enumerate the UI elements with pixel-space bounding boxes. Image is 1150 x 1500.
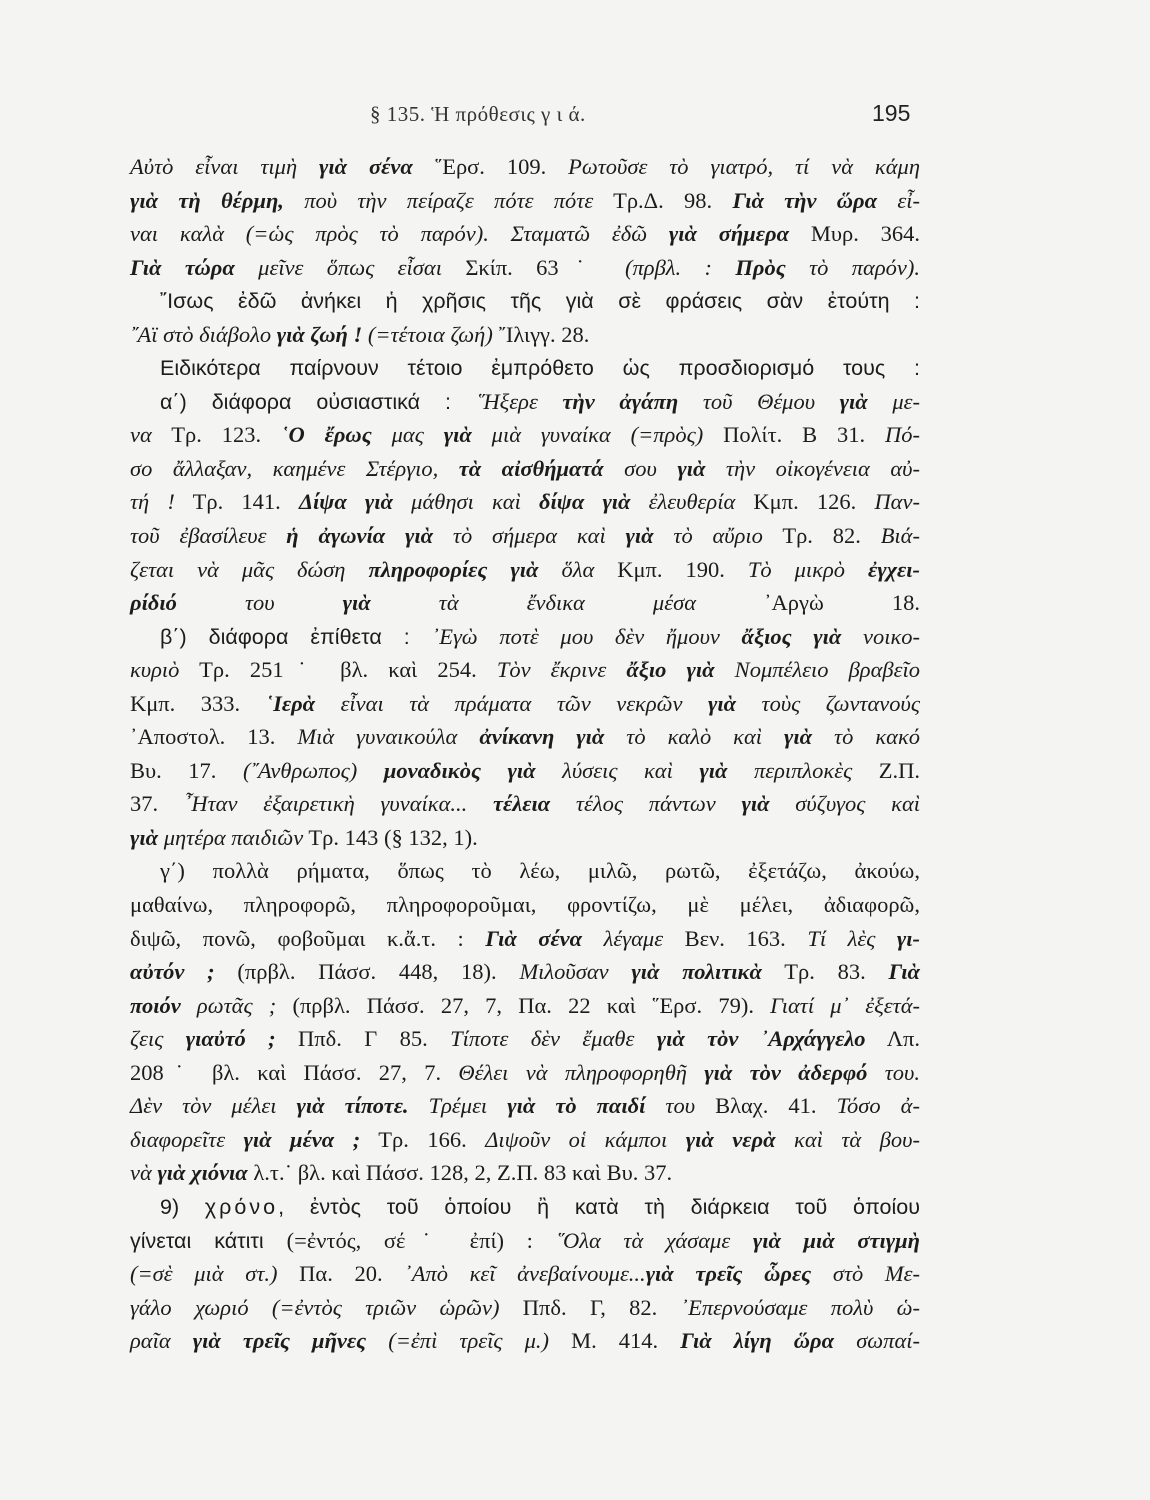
bold-phrase: τέλεια (493, 791, 551, 817)
text-line (130, 854, 920, 888)
bold-phrase: γιὰ τρεῖς ὧρες (645, 1261, 812, 1287)
text-line (130, 284, 920, 318)
bold-phrase: γιὰ τίποτε. (296, 1093, 409, 1119)
text-segment: Πα. 20. (277, 1261, 405, 1287)
text-line (130, 1324, 920, 1358)
bold-phrase: γιὰ νερὰ (685, 1126, 776, 1152)
text-segment: ζεται νὰ μᾶς δώση (130, 556, 369, 582)
text-segment: νοικο- (841, 623, 920, 649)
text-segment: Κμπ. 190. (594, 556, 748, 582)
text-segment: 9) (160, 1194, 205, 1219)
text-segment: Βιά- (880, 523, 920, 549)
text-segment: (=τέτοια ζωή) (362, 321, 493, 347)
text-segment: νὰ (130, 1160, 158, 1186)
text-segment: Τρ. 166. (360, 1126, 486, 1152)
bold-phrase: Γιὰ σένα (485, 925, 583, 951)
bold-phrase: ρίδιό (130, 590, 177, 616)
bold-phrase: τὴν ἀγάπη (562, 388, 679, 414)
text-segment: ῎Αϊ στὸ διάβολο (130, 321, 277, 347)
text-segment: Σκίπ. 63˙ (441, 254, 625, 280)
text-line (130, 1257, 920, 1291)
bold-phrase: γιὰ (625, 523, 654, 549)
text-line (130, 922, 920, 956)
text-segment: ναι καλὰ (=ὡς πρὸς τὸ παρόν). Σταματῶ ἐδῶ (130, 221, 669, 247)
text-segment: Βεν. 163. (663, 925, 808, 951)
text-segment: Τὸ μικρὸ (747, 556, 868, 582)
text-segment: (῎Ανθρωπος) (242, 757, 384, 783)
bold-phrase: γιὰ χιόνια (157, 1160, 248, 1186)
text-segment: (=ἐντός, σέ˙ ἐπί) : (286, 1227, 556, 1253)
bold-phrase: πληροφορίες γιὰ (368, 556, 539, 582)
text-segment: σύζυγος καὶ (769, 791, 921, 817)
bold-phrase: μοναδικὸς γιὰ (383, 757, 536, 783)
text-segment: (=σὲ μιὰ στ.) (130, 1261, 278, 1287)
text-segment: γ΄) πολλὰ ρήματα, ὅπως τὸ λέω, μιλῶ, ρωτῶ, ἐξετάζω, ἀκούω, (160, 858, 920, 884)
text-segment: 208˙ βλ. καὶ Πάσσ. 27, 7. (130, 1059, 459, 1085)
bold-phrase: δίψα γιὰ (539, 489, 631, 515)
text-segment: Πό- (885, 422, 920, 448)
text-line (130, 217, 920, 251)
text-line (130, 184, 920, 218)
text-segment: γάλο χωριό (=ἐντὸς τριῶν ὡρῶν) (130, 1294, 500, 1320)
text-segment: ζεις (130, 1026, 186, 1052)
text-segment: να (130, 422, 152, 448)
text-segment: 37. (130, 791, 184, 817)
text-segment: Τρ. 123. (151, 422, 281, 448)
text-line (130, 687, 920, 721)
text-line (130, 1089, 920, 1123)
text-line (130, 787, 920, 821)
text-line (130, 1190, 920, 1224)
bold-phrase: ποιόν (130, 992, 181, 1018)
text-line (130, 1123, 920, 1157)
text-line (130, 1224, 920, 1258)
body-text (130, 150, 920, 1358)
bold-phrase: γιὰ μιὰ στιγμὴ (752, 1227, 920, 1253)
bold-phrase: ἐγχει- (867, 556, 921, 582)
text-segment: με- (867, 388, 920, 414)
text-segment: ᾿Επερνούσαμε πολὺ ὡ- (680, 1294, 920, 1320)
text-line (130, 620, 920, 654)
text-segment: Τρ. 251˙ βλ. καὶ 254. (179, 657, 497, 683)
bold-phrase: γιὰ (342, 590, 371, 616)
text-segment: Ππδ. Γ 85. (275, 1026, 451, 1052)
text-segment: α΄) διάφορα οὐσιαστικά : (160, 389, 476, 414)
text-segment: μάθησι καὶ (393, 489, 540, 515)
bold-phrase: ἀνίκανη γιὰ (479, 724, 605, 750)
text-line (130, 351, 920, 385)
text-line (130, 955, 920, 989)
text-segment: λύσεις καὶ (535, 757, 700, 783)
bold-phrase: ῾Ο ἔρως (280, 422, 372, 448)
text-segment: τὴν οἰκογένεια αὐ- (705, 455, 920, 481)
text-segment: Τρέμει (408, 1093, 508, 1119)
text-segment: ὅλα (538, 556, 595, 582)
text-segment: ἐλευθερία (630, 489, 736, 515)
text-segment: Ειδικότερα παίρνουν τέτοιο ἐμπρόθετο ὡς προσδιορισμό τους : (160, 356, 920, 381)
text-segment: τὸ σήμερα καὶ (433, 523, 626, 549)
text-segment: τή ! (130, 489, 175, 515)
text-segment: ᾿Αργὼ 18. (696, 590, 920, 616)
text-segment: ῞Ηξερε (475, 388, 563, 414)
text-segment: τὸ παρόν). (785, 254, 920, 280)
text-segment: Τόσο ἀ- (836, 1093, 920, 1119)
text-segment: Μιλοῦσαν (519, 959, 632, 985)
text-segment: (πρβλ. : (625, 254, 736, 280)
text-segment: λέγαμε (582, 925, 664, 951)
bold-phrase: Πρὸς (735, 254, 786, 280)
text-segment: εἶναι τὰ πράματα τῶν νεκρῶν (315, 690, 708, 716)
text-segment: διαφορεῖτε (130, 1126, 244, 1152)
text-segment: Ππδ. Γ, 82. (499, 1294, 681, 1320)
text-segment: ῎Ισως ἐδῶ ἀνήκει ἡ χρῆσις τῆς γιὰ σὲ φράσεις σὰν ἐτούτη : (160, 289, 920, 314)
text-segment: Διψοῦν οἱ κάμποι (485, 1126, 686, 1152)
text-segment: τοῦ ἐβασίλευε (130, 523, 287, 549)
bold-phrase: Γιὰ τώρα (130, 254, 235, 280)
text-segment: του. (867, 1059, 920, 1085)
bold-phrase: γιὰ μένα ; (243, 1126, 361, 1152)
bold-phrase: γιὰ τὸν ἀδερφό (704, 1059, 868, 1085)
text-segment: σου (603, 455, 678, 481)
text-segment: του (645, 1093, 696, 1119)
text-segment: Τί λὲς (807, 925, 897, 951)
text-line (130, 1156, 920, 1190)
bold-phrase: γιὰ τὸν ᾿Αρχάγγελο (656, 1026, 866, 1052)
text-segment: ᾿Εγὼ ποτὲ μου δὲν ἤμουν (431, 623, 742, 649)
bold-phrase: γιὰ (784, 724, 813, 750)
text-segment: μιὰ γυναίκα (=πρὸς) (471, 422, 704, 448)
text-line (130, 418, 920, 452)
text-segment: ραῖα (130, 1328, 193, 1354)
text-segment: μαθαίνω, πληροφορῶ, πληροφοροῦμαι, φροντίζω, μὲ μέλει, ἀδιαφορῶ, (130, 892, 920, 918)
text-segment: κυριὸ (130, 657, 180, 683)
text-segment: Πολίτ. Β 31. (703, 422, 885, 448)
text-line (130, 653, 920, 687)
bold-phrase: γιὰ (677, 455, 706, 481)
text-segment: ᾿Αποστολ. 13. (130, 724, 298, 750)
bold-phrase: αὐτόν ; (130, 959, 215, 985)
bold-phrase: ἡ ἀγωνία γιὰ (286, 523, 434, 549)
text-segment: μεῖνε ὅπως εἶσαι (234, 254, 442, 280)
text-line (130, 452, 920, 486)
text-line (130, 385, 920, 419)
text-segment: λ.τ.˙ βλ. καὶ Πάσσ. 128, 2, Ζ.Π. 83 καὶ Βυ. 37. (247, 1160, 673, 1186)
bold-phrase: γιὰ σήμερα (668, 221, 790, 247)
text-line (130, 1291, 920, 1325)
bold-phrase: ἄξιο γιὰ (626, 657, 715, 683)
text-segment: τοὺς ζωντανούς (736, 690, 920, 716)
bold-phrase: ἄξιος γιὰ (741, 623, 842, 649)
text-segment: Τίποτε δὲν ἔμαθε (450, 1026, 657, 1052)
text-segment: Ζ.Π. (852, 757, 920, 783)
text-segment: Ρωτοῦσε τὸ γιατρό, τί νὰ κάμη (568, 154, 920, 179)
text-segment: εἶ- (877, 187, 920, 213)
text-segment: μητέρα παιδιῶν (158, 824, 304, 850)
text-segment: τὰ ἔνδικα μέσα (370, 590, 696, 616)
bold-phrase: Γιὰ (888, 959, 920, 985)
text-line (130, 485, 920, 519)
text-segment: τοῦ Θέμου (678, 388, 840, 414)
text-segment: Τρ. 143 (§ 132, 1). (303, 824, 478, 850)
bold-phrase: ῾Ιερὰ (265, 690, 316, 716)
page-number: 195 (872, 100, 911, 126)
text-segment: του (176, 590, 343, 616)
bold-phrase: γιὰ (708, 690, 737, 716)
text-segment: β΄) διάφορα ἐπίθετα : (160, 624, 432, 649)
bold-phrase: γι- (896, 925, 920, 951)
bold-phrase: γιὰ (130, 824, 159, 850)
text-line (130, 318, 920, 352)
running-title: § 135. Ἡ πρόθεσις γ ι ά. (370, 102, 586, 126)
bold-phrase: τὰ αἰσθήματά (458, 455, 604, 481)
text-segment: Κμπ. 126. (735, 489, 875, 515)
text-line (130, 586, 920, 620)
text-line (130, 888, 920, 922)
text-segment: καὶ τὰ βου- (775, 1126, 920, 1152)
text-line (130, 251, 920, 285)
text-line (130, 519, 920, 553)
text-segment: γίνεται κάτιτι (130, 1228, 287, 1253)
bold-phrase: Δίψα γιὰ (298, 489, 393, 515)
text-segment: περιπλοκὲς (727, 757, 853, 783)
text-segment: ρωτᾶς ; (180, 992, 277, 1018)
text-segment: Τρ. 83. (761, 959, 889, 985)
text-segment: διψῶ, πονῶ, φοβοῦμαι κ.ἄ.τ. : (130, 925, 486, 951)
text-segment: σωπαί- (834, 1328, 920, 1354)
text-segment: , ἐντὸς τοῦ ὁποίου ἢ κατὰ τὴ διάρκεια τοῦ ὁποίου (278, 1194, 920, 1219)
text-segment: Κμπ. 333. (130, 690, 266, 716)
text-segment: Βυ. 17. (130, 757, 243, 783)
text-segment: Τρ. 141. (174, 489, 299, 515)
bold-phrase: γιὰ (699, 757, 728, 783)
text-segment: Θέλει νὰ πληροφορηθῆ (458, 1059, 705, 1085)
bold-phrase: γιὰ ζωή ! (276, 321, 363, 347)
text-line (130, 553, 920, 587)
text-segment: μας (371, 422, 444, 448)
text-segment: χρόνο (204, 1194, 279, 1219)
text-segment: Νομπέλειο βραβεῖο (714, 657, 920, 683)
bold-phrase: γιὰ (741, 791, 770, 817)
text-segment: Γιατί μ᾿ ἐξετά- (770, 992, 920, 1018)
bold-phrase: Γιὰ τὴν ὥρα (732, 187, 878, 213)
text-segment: Λπ. (865, 1026, 921, 1052)
text-segment: Μυρ. 364. (789, 221, 920, 247)
text-segment: σο ἄλλαξαν, καημένε Στέργιο, (130, 455, 459, 481)
text-segment: Τρ. 82. (762, 523, 881, 549)
bold-phrase: γιὰ σένα (319, 154, 413, 179)
bold-phrase: Γιὰ λίγη ὥρα (680, 1328, 835, 1354)
text-line (130, 150, 920, 184)
text-segment: Μιὰ γυναικούλα (297, 724, 480, 750)
text-line (130, 989, 920, 1023)
text-segment: Παν- (874, 489, 920, 515)
bold-phrase: γιὰ τὴ θέρμη, (130, 187, 284, 213)
text-segment: Βλαχ. 41. (695, 1093, 837, 1119)
text-segment: Αὐτὸ εἶναι τιμὴ (130, 154, 320, 179)
text-segment: ῏Ηταν ἐξαιρετικὴ γυναίκα... (183, 791, 494, 817)
text-segment: ποὺ τὴν πείραζε πότε πότε (283, 187, 594, 213)
text-segment: τὸ αὔριο (653, 523, 763, 549)
text-segment: Τρ.Δ. 98. (593, 187, 733, 213)
text-segment: τέλος πάντων (550, 791, 742, 817)
text-segment: ῎Ιλιγγ. 28. (492, 321, 590, 347)
text-segment: ῞Ολα τὰ χάσαμε (555, 1227, 753, 1253)
bold-phrase: γιὰ (839, 388, 868, 414)
bold-phrase: γιὰ τὸ παιδί (507, 1093, 646, 1119)
text-line (130, 821, 920, 855)
bold-phrase: γιὰ τρεῖς μῆνες (192, 1328, 367, 1354)
text-line (130, 1022, 920, 1056)
text-segment: ᾿Απὸ κεῖ ἀνεβαίνουμε... (404, 1261, 646, 1287)
text-segment: Μ. 414. (548, 1328, 681, 1354)
text-line (130, 720, 920, 754)
text-segment: ῞Ερσ. 109. (412, 154, 569, 179)
text-line (130, 1056, 920, 1090)
bold-phrase: γιὰ πολιτικὰ (631, 959, 762, 985)
text-segment: (=ἐπὶ τρεῖς μ.) (366, 1328, 549, 1354)
text-segment: Δὲν τὸν μέλει (130, 1093, 297, 1119)
text-segment: (πρβλ. Πάσσ. 27, 7, Πα. 22 καὶ ῞Ερσ. 79). (276, 992, 771, 1018)
text-segment: στὸ Με- (811, 1261, 920, 1287)
text-segment: τὸ κακό (812, 724, 920, 750)
text-line (130, 754, 920, 788)
bold-phrase: γιαὐτό ; (185, 1026, 276, 1052)
text-segment: (πρβλ. Πάσσ. 448, 18). (214, 959, 520, 985)
text-segment: Τὸν ἔκρινε (496, 657, 627, 683)
text-segment: τὸ καλὸ καὶ (604, 724, 785, 750)
bold-phrase: γιὰ (443, 422, 472, 448)
